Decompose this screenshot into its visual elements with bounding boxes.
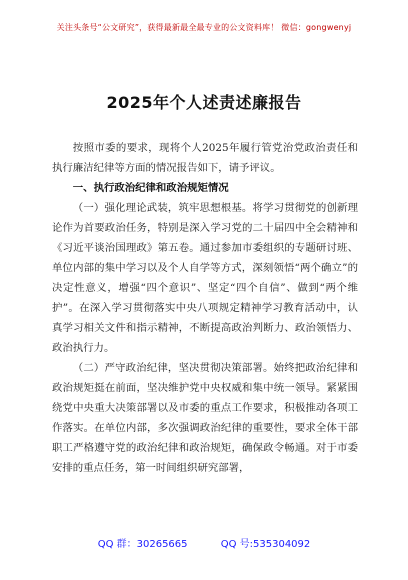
body-paragraph: （二）严守政治纪律，坚决贯彻决策部署。始终把政治纪律和政治规矩挺在前面，坚决维护党中央权威和集中统一领导。紧紧围绕党中央重大决策部署以及市委的重点工作要求，积极推动各项工作落实。在单位内部，多次强调政治纪律的重要性，要求全体干部职工严格遵守党的政治纪律和政治规矩，确保政令畅通。对于市委安排的重点任务，第一时间组织研究部署， xyxy=(52,362,358,474)
document-body xyxy=(52,138,358,478)
document-title: 2025年个人述责述廉报告 xyxy=(106,93,302,112)
footer-qq-number: QQ 号:535304092 xyxy=(220,539,311,550)
intro-paragraph: 按照市委的要求，现将个人2025年履行管党治党政治责任和执行廉洁纪律等方面的情况报告如下，请予评议。 xyxy=(52,142,358,174)
header-banner: 关注头条号“公文研究”，获得最新最全最专业的公文资料库！ 微信：gongwenyj xyxy=(56,23,352,32)
footer-qq-group: QQ 群：30265665 xyxy=(97,539,188,550)
section-heading: 一、执行政治纪律和政治规矩情况 xyxy=(72,182,229,194)
footer xyxy=(0,535,408,550)
body-paragraph: （一）强化理论武装，筑牢思想根基。将学习贯彻党的创新理论作为首要政治任务，特别是深入学习党的二十届四中全会精神和《习近平谈治国理政》第五卷。通过参加市委组织的专题研讨班、单位内部的集中学习以及个人自学等方式，深刻领悟“两个确立”的决定性意义，增强“四个意识”、坚定“四个自信”、做到“两个维护”。在深入学习贯彻落实中央八项规定精神学习教育活动中，认真学习相关文件和指示精神，不断提高政治判断力、政治领悟力、政治执行力。 xyxy=(52,202,358,354)
